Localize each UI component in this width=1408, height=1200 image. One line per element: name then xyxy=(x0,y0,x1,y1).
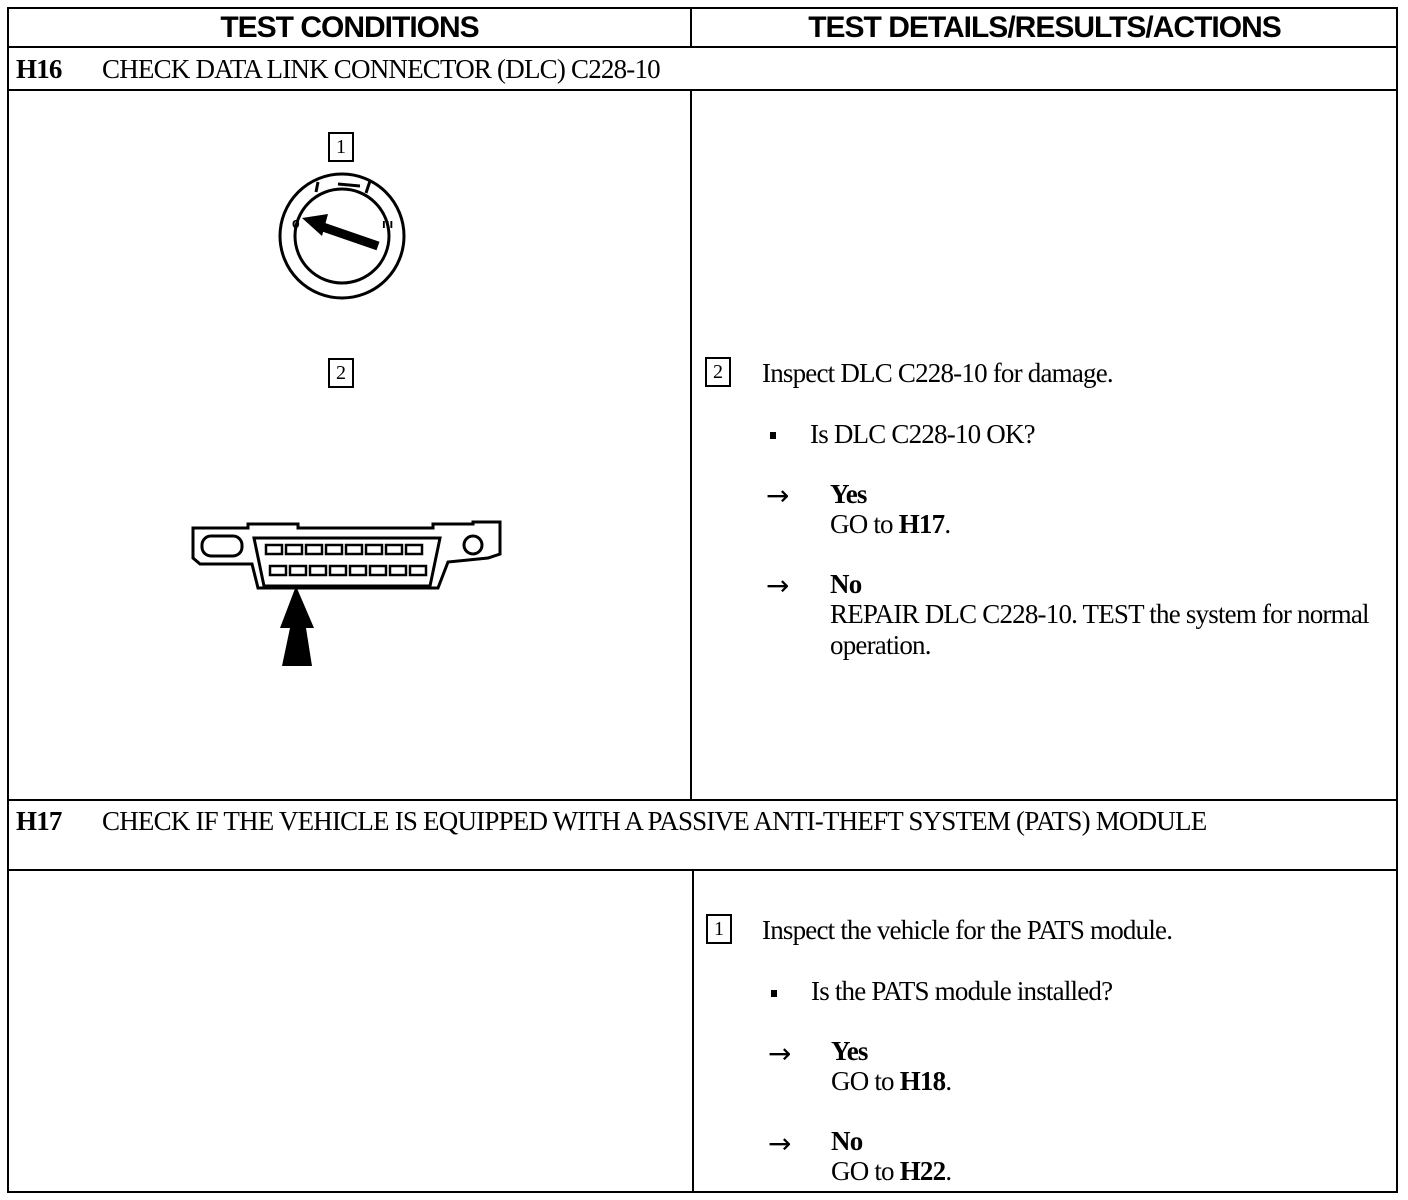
h17-question-bullet xyxy=(771,990,777,997)
dlc-connector-icon xyxy=(188,514,508,674)
h17-no-action-target: H22 xyxy=(899,1156,946,1186)
h17-no-label: No xyxy=(831,1126,863,1156)
ignition-mark-iii: III xyxy=(382,220,394,231)
h16-column-divider xyxy=(690,89,692,801)
header-test-details: TEST DETAILS/RESULTS/ACTIONS xyxy=(808,11,1281,44)
h16-code: H16 xyxy=(16,54,62,84)
figure-step-1-box: 1 xyxy=(328,132,354,162)
h17-title-rule xyxy=(7,869,1398,871)
ignition-mark-0: 0 xyxy=(292,218,300,231)
h16-yes-action xyxy=(830,509,950,540)
h17-question: Is the PATS module installed? xyxy=(811,976,1113,1006)
h17-code: H17 xyxy=(16,806,62,836)
h17-step-1-box: 1 xyxy=(706,914,732,944)
h16-no-action: REPAIR DLC C228-10. TEST the system for normal operation. xyxy=(830,599,1369,660)
h17-no-action-prefix: GO to xyxy=(831,1156,900,1186)
h17-no-action xyxy=(831,1156,951,1187)
h16-title: CHECK DATA LINK CONNECTOR (DLC) C228-10 xyxy=(102,54,660,84)
h16-step-text: Inspect DLC C228-10 for damage. xyxy=(762,358,1113,388)
header-test-conditions: TEST CONDITIONS xyxy=(220,11,479,44)
h17-title: CHECK IF THE VEHICLE IS EQUIPPED WITH A PASSIVE ANTI-THEFT SYSTEM (PATS) MODULE xyxy=(102,806,1207,836)
figure-step-2-box: 2 xyxy=(328,358,354,388)
h16-title-rule xyxy=(7,89,1398,91)
h16-yes-action-prefix: GO to xyxy=(830,509,899,539)
h16-question-bullet xyxy=(770,432,776,439)
h17-step-text: Inspect the vehicle for the PATS module. xyxy=(762,915,1173,945)
h17-no-action-period: . xyxy=(945,1156,952,1186)
ignition-switch-icon xyxy=(272,168,412,308)
h16-no-label: No xyxy=(830,569,862,599)
h16-question: Is DLC C228-10 OK? xyxy=(810,419,1035,449)
h16-yes-label: Yes xyxy=(830,479,867,509)
h16-step-2-box: 2 xyxy=(705,357,731,387)
h16-no-arrow-icon: → xyxy=(766,569,790,602)
h17-yes-action-period: . xyxy=(945,1066,952,1096)
h16-yes-action-target: H17 xyxy=(898,509,945,539)
h17-yes-action-prefix: GO to xyxy=(831,1066,900,1096)
h16-bottom-rule xyxy=(7,799,1398,801)
h17-yes-action xyxy=(831,1066,951,1097)
h17-yes-arrow-icon: → xyxy=(768,1037,792,1070)
h17-yes-action-target: H18 xyxy=(899,1066,946,1096)
h16-yes-arrow-icon: → xyxy=(766,479,790,512)
h17-yes-label: Yes xyxy=(831,1036,868,1066)
h16-yes-action-period: . xyxy=(944,509,951,539)
h17-no-arrow-icon: → xyxy=(768,1127,792,1160)
h17-column-divider xyxy=(692,869,694,1193)
